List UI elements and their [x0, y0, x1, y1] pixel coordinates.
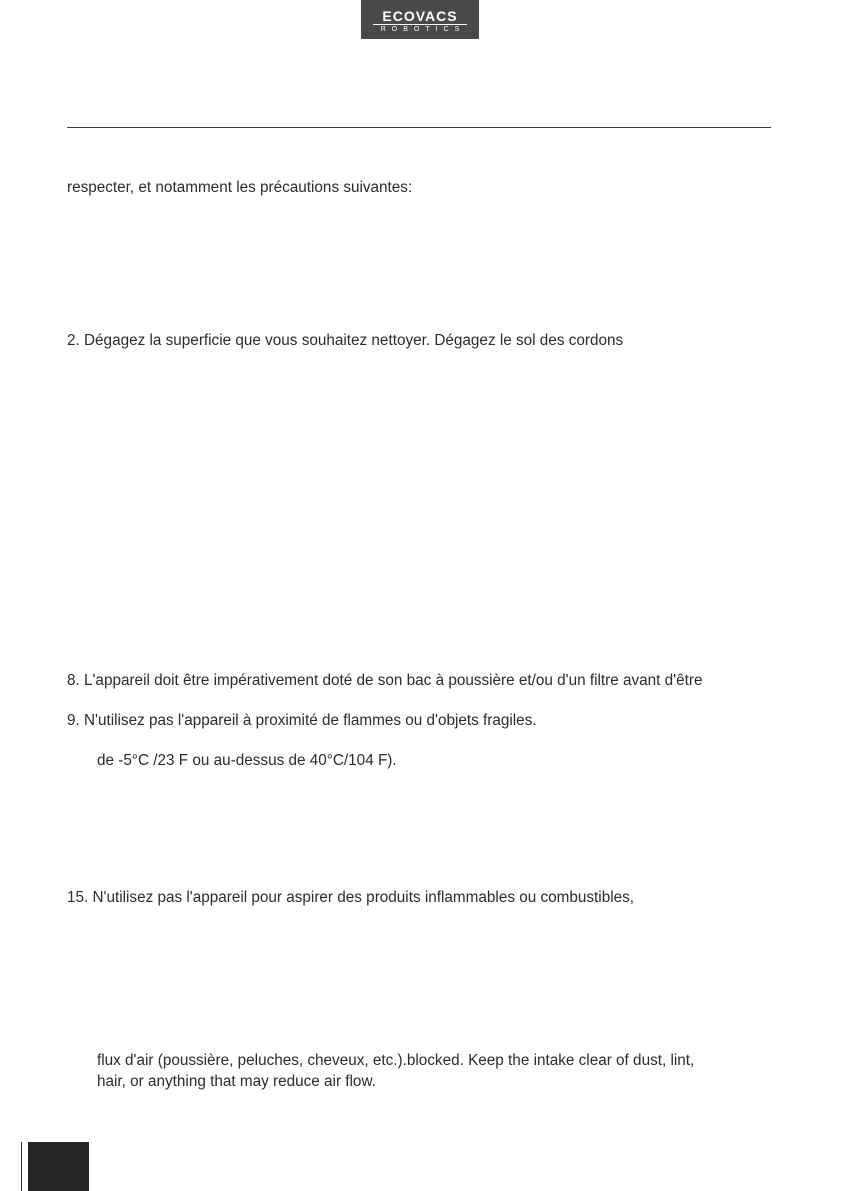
ecovacs-logo [361, 0, 479, 39]
airflow-line-2: hair, or anything that may reduce air flow. [97, 1073, 376, 1090]
logo-underline [373, 24, 467, 25]
item-15-line: 15. N'utilisez pas l'appareil pour aspirer des produits inflammables ou combustibles, [67, 889, 635, 906]
logo-subtitle: ROBOTICS [380, 26, 466, 33]
page-corner-rule [21, 1142, 22, 1191]
item-8-line: 8. L'appareil doit être impérativement doté de son bac à poussière et/ou d'un filtre avant d'être [67, 672, 703, 689]
temperature-line: de -5°C /23 F ou au-dessus de 40°C/104 F). [97, 752, 397, 769]
page-number-block [28, 1142, 89, 1191]
item-9-line: 9. N'utilisez pas l'appareil à proximité de flammes ou d'objets fragiles. [67, 712, 537, 729]
item-2-line: 2. Dégagez la superficie que vous souhaitez nettoyer. Dégagez le sol des cordons [67, 332, 624, 349]
intro-line: respecter, et notamment les précautions suivantes: [67, 179, 413, 196]
header-rule [67, 127, 771, 128]
airflow-line-1: flux d'air (poussière, peluches, cheveux, etc.).blocked. Keep the intake clear of dust, lint, [97, 1052, 695, 1069]
logo-name: ECOVACS [382, 8, 458, 24]
